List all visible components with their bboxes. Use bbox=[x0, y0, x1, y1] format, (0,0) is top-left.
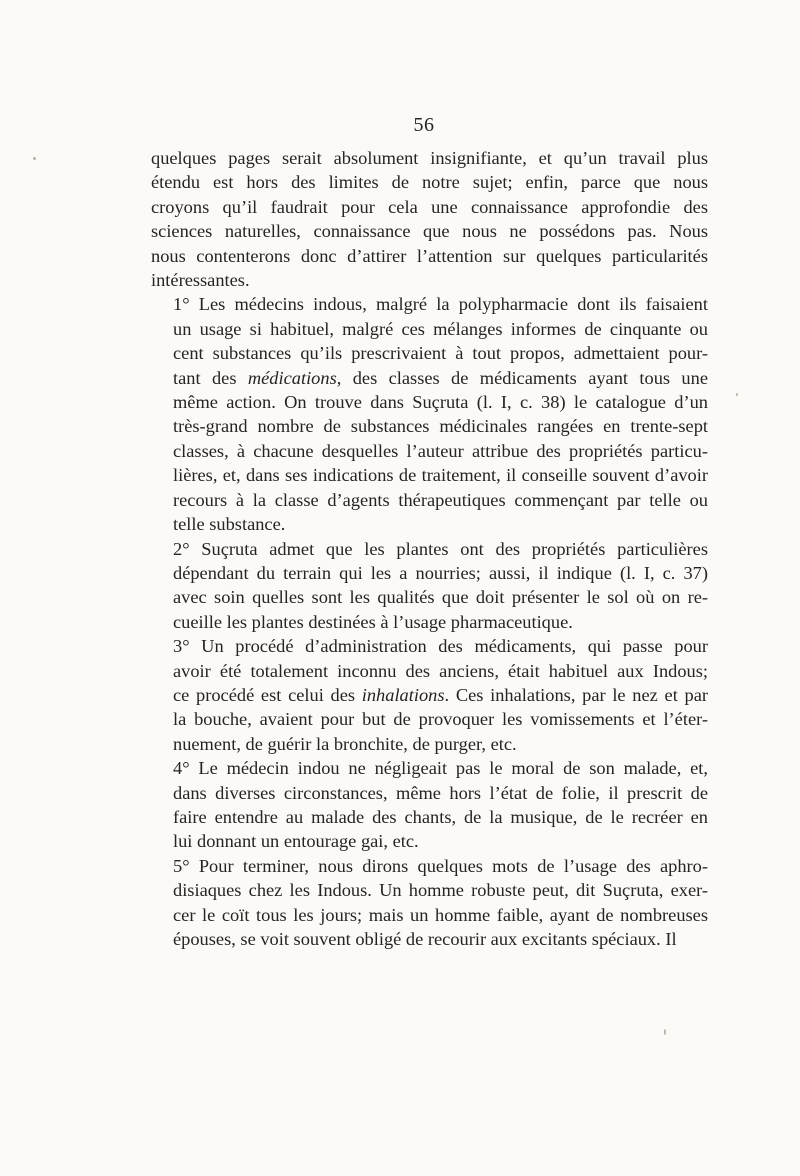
paragraph bbox=[151, 146, 708, 292]
text-line: nous contenterons donc d’attirer l’attention sur quelques particularités bbox=[151, 245, 708, 266]
text-line: avec soin quelles sont les qualités que doit présenter le sol où on re- bbox=[173, 587, 708, 608]
text-line: dans diverses circonstances, même hors l’état de folie, il prescrit de bbox=[173, 782, 708, 803]
emphasis: médications bbox=[247, 367, 337, 388]
text-line: 1° Les médecins indous, malgré la polypharmacie dont ils faisaient bbox=[173, 294, 708, 315]
text-line: nuement, de guérir la bronchite, de purger, etc. bbox=[173, 733, 517, 754]
text-line: avoir été totalement inconnu des anciens, était habituel aux Indous; bbox=[173, 660, 708, 681]
text-line: même action. On trouve dans Suçruta (l. I, c. 38) le catalogue d’un bbox=[173, 392, 708, 413]
text-line: classes, à chacune desquelles l’auteur attribue des propriétés particu- bbox=[173, 440, 708, 461]
text-line: 3° Un procédé d’administration des médicaments, qui passe pour bbox=[173, 636, 708, 657]
body-text bbox=[151, 146, 708, 951]
text-line: intéressantes. bbox=[151, 270, 250, 291]
text-line: cent substances qu’ils prescrivaient à tout propos, admettaient pour- bbox=[173, 343, 708, 364]
paragraph bbox=[151, 634, 708, 756]
page-number: 56 bbox=[413, 114, 435, 136]
text-line: un usage si habituel, malgré ces mélanges informes de cinquante ou bbox=[173, 318, 708, 339]
text-line: cueille les plantes destinées à l’usage pharmaceutique. bbox=[173, 611, 573, 632]
text-line: faire entendre au malade des chants, de la musique, de le recréer en bbox=[173, 806, 708, 827]
paragraph bbox=[151, 537, 708, 635]
emphasis: inhalations bbox=[361, 684, 445, 705]
text-line: 2° Suçruta admet que les plantes ont des propriétés particulières bbox=[173, 538, 708, 559]
text-line: la bouche, avaient pour but de provoquer les vomissements et l’éter- bbox=[173, 709, 708, 730]
text-line: ce procédé est celui des inhalations. Ces inhalations, par le nez et par bbox=[173, 684, 708, 705]
text-line: épouses, se voit souvent obligé de recourir aux excitants spéciaux. Il bbox=[173, 929, 677, 949]
paragraph bbox=[151, 292, 708, 536]
text-line: dépendant du terrain qui les a nourries; aussi, il indique (l. I, c. 37) bbox=[173, 562, 708, 583]
paragraph bbox=[151, 756, 708, 854]
paper-speck bbox=[33, 157, 36, 160]
paper-speck bbox=[736, 393, 738, 396]
text-line: telle substance. bbox=[173, 514, 286, 535]
text-line: lières, et, dans ses indications de traitement, il conseille souvent d’avoir bbox=[173, 465, 708, 486]
text-line: quelques pages serait absolument insignifiante, et qu’un travail plus bbox=[151, 148, 708, 168]
paragraph bbox=[151, 854, 708, 952]
text-line: 5° Pour terminer, nous dirons quelques mots de l’usage des aphro- bbox=[173, 855, 708, 876]
text-line: sciences naturelles, connaissance que nous ne possédons pas. Nous bbox=[151, 221, 708, 242]
text-line: disiaques chez les Indous. Un homme robuste peut, dit Suçruta, exer- bbox=[173, 880, 708, 901]
text-line: lui donnant un entourage gai, etc. bbox=[173, 831, 419, 852]
text-line: croyons qu’il faudrait pour cela une connaissance approfondie des bbox=[151, 196, 708, 217]
text-line: très-grand nombre de substances médicinales rangées en trente-sept bbox=[173, 416, 708, 437]
paper-speck bbox=[664, 1029, 666, 1035]
text-line: 4° Le médecin indou ne négligeait pas le moral de son malade, et, bbox=[173, 758, 708, 779]
text-line: cer le coït tous les jours; mais un homme faible, ayant de nombreuses bbox=[173, 904, 708, 925]
text-line: tant des médications, des classes de médicaments ayant tous une bbox=[173, 367, 708, 388]
text-line: étendu est hors des limites de notre sujet; enfin, parce que nous bbox=[151, 172, 708, 193]
text-line: recours à la classe d’agents thérapeutiques commençant par telle ou bbox=[173, 489, 708, 510]
